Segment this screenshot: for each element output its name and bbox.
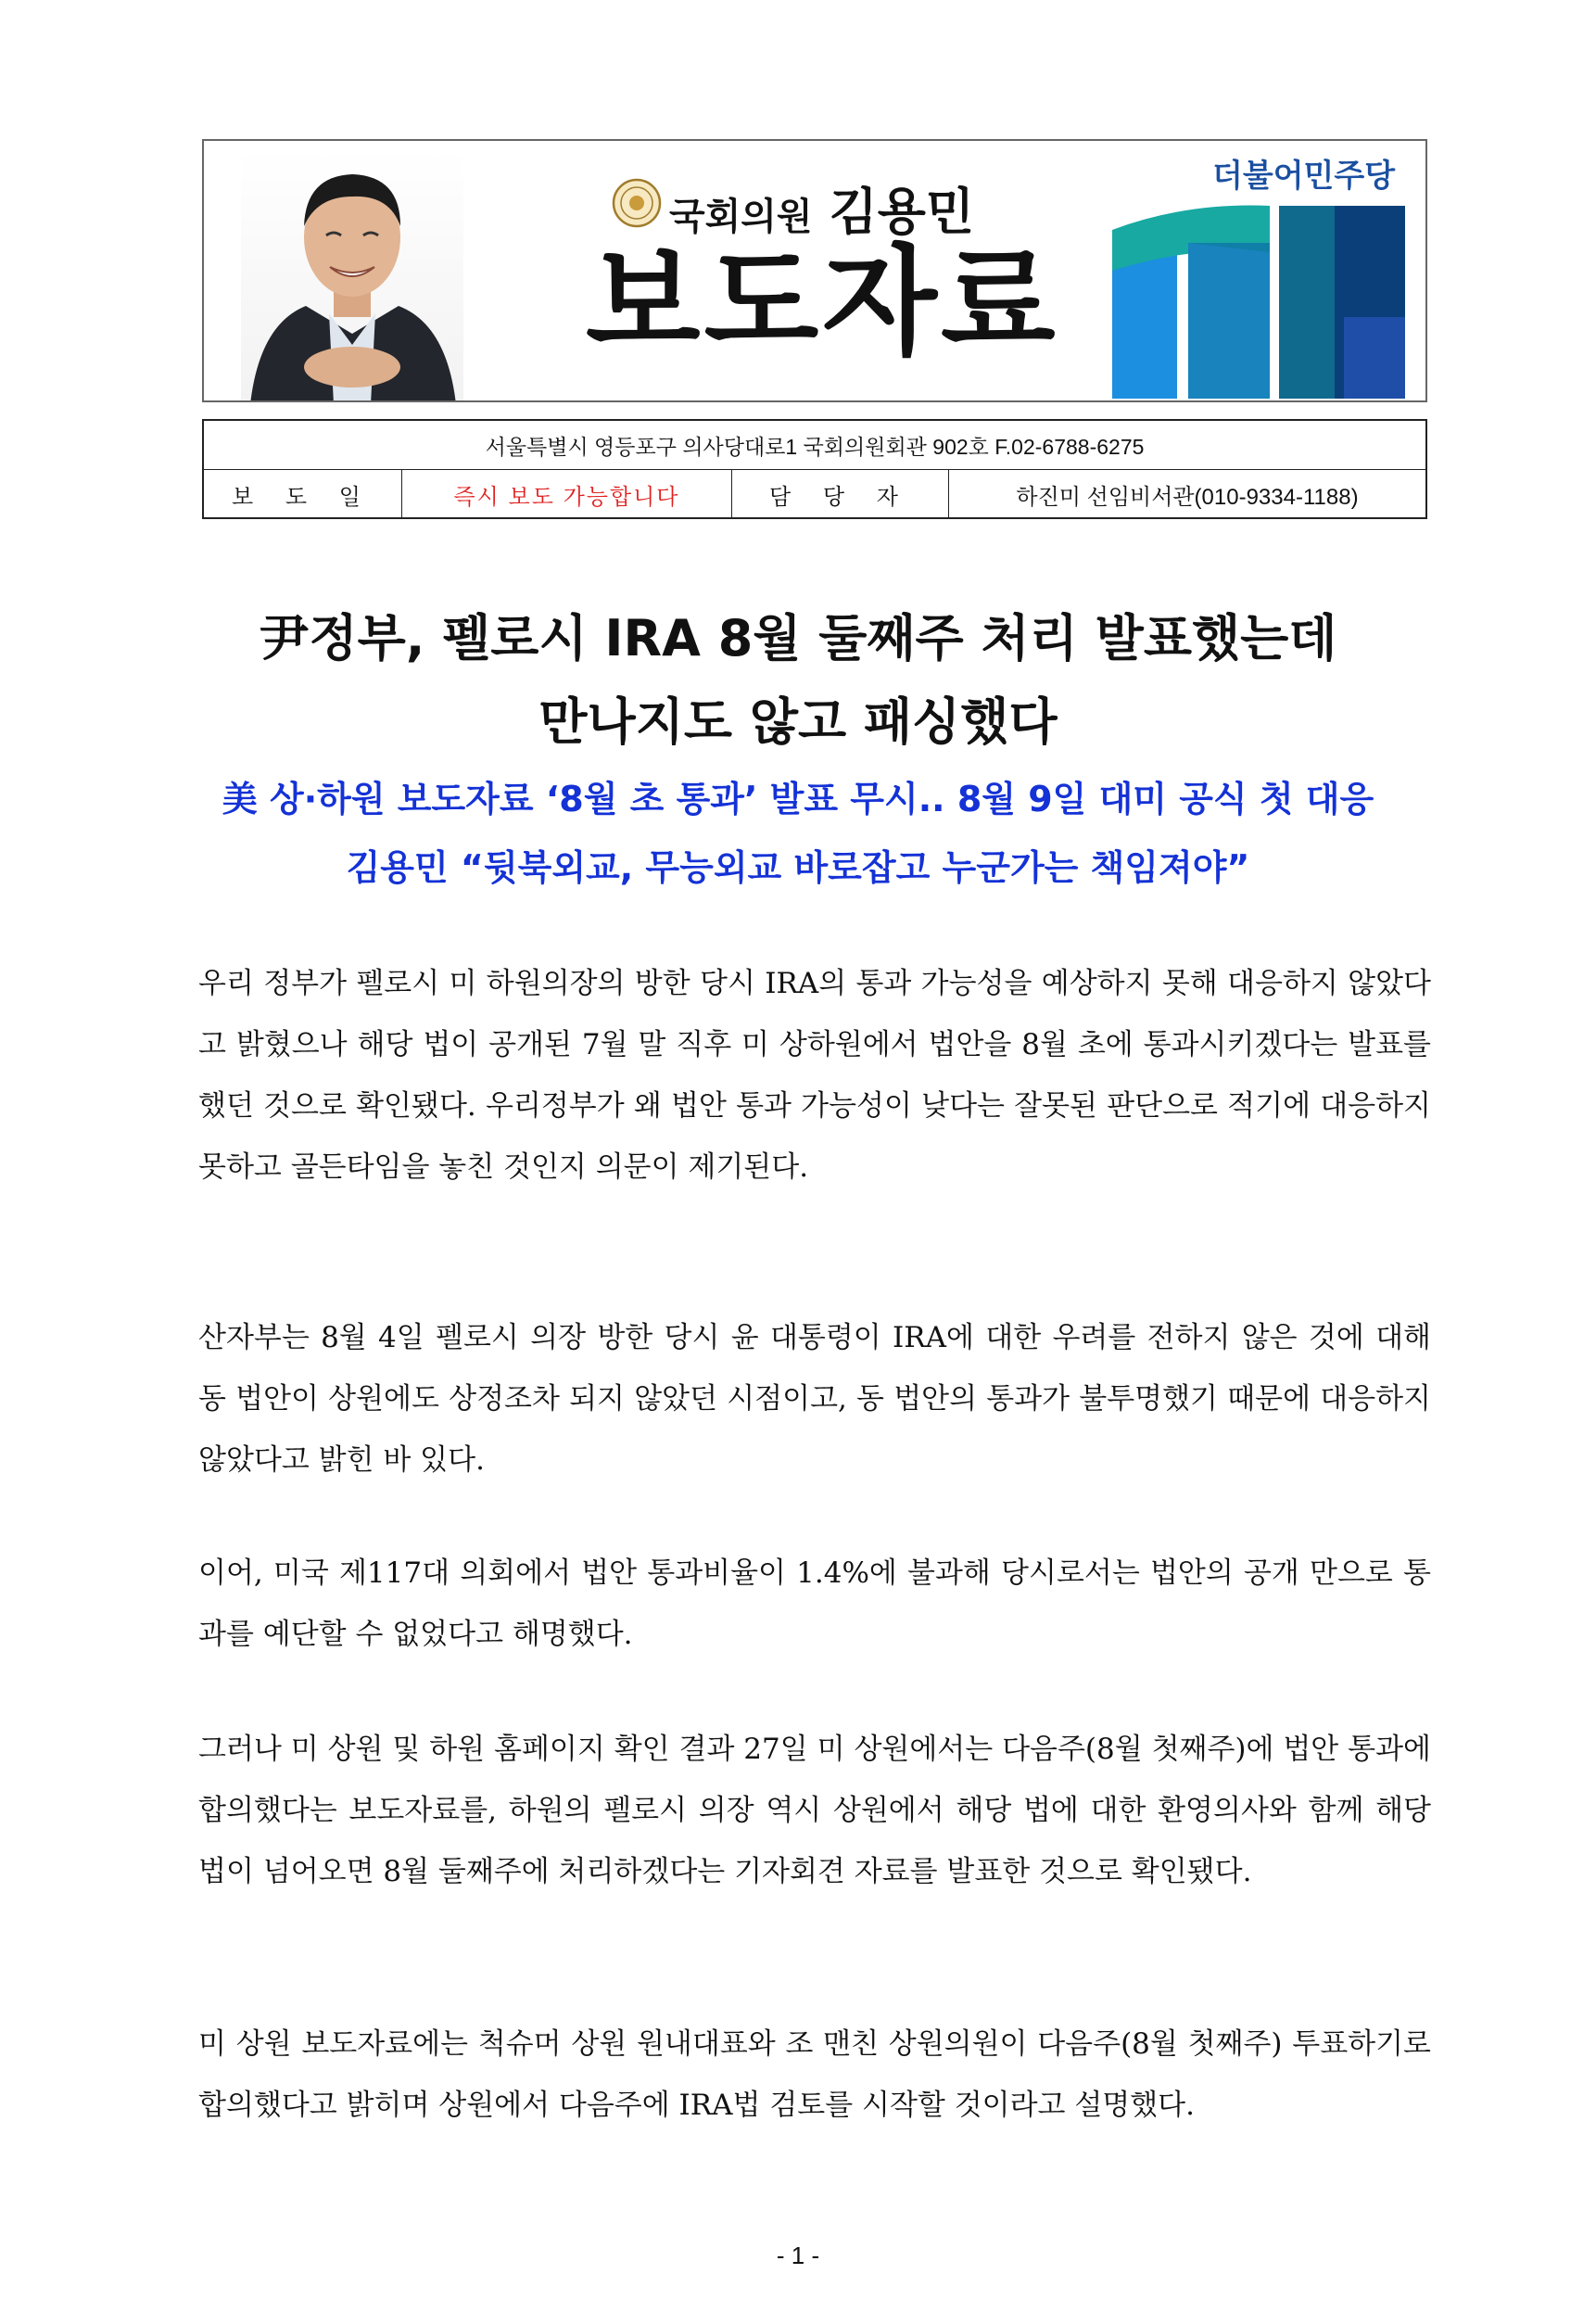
headline-line-1: 尹정부, 펠로시 IRA 8월 둘째주 처리 발표했는데 [259,609,1337,667]
press-release-title: 보도자료 [586,234,1059,372]
contact-value: 하진미 선임비서관(010-9334-1188) [1016,484,1359,510]
assembly-seal-icon [612,178,662,228]
body-paragraph-2: 산자부는 8월 4일 펠로시 의장 방한 당시 윤 대통령이 IRA에 대한 우려를 전하지 않은 것에 대해 동 법안이 상원에도 상정조차 되지 않았던 시점이고, 동 법안의 통과가 불투명했기 때문에 대응하지 않았다고 밝힌 바 있다. [198,1321,1431,1477]
release-info-row [204,470,1425,518]
member-title: 국회의원 [669,196,813,238]
lawmaker-portrait [241,148,463,402]
office-address: 서울특별시 영등포구 의사당대로1 국회의원회관 902호 F.02-6788-6275 [204,421,1425,470]
member-name: 김용민 [829,183,975,241]
headline-line-2: 만나지도 않고 패싱했다 [538,692,1058,751]
contact-info-table [202,419,1427,519]
release-date-label: 보 도 일 [204,470,402,518]
contact-label: 담 당 자 [732,470,949,518]
body-paragraph-5: 미 상원 보도자료에는 척슈머 상원 원내대표와 조 맨친 상원의원이 다음주(8월 첫째주) 투표하기로 합의했다고 밝히며 상원에서 다음주에 IRA법 검토를 시작할 것이라고 설명했다. [198,2027,1431,2122]
release-date-value: 즉시 보도 가능합니다 [402,470,732,518]
subheadline-line-2: 김용민 “뒷북외교, 무능외교 바로잡고 누군가는 책임져야” [346,847,1250,888]
body-paragraph-4: 그러나 미 상원 및 하원 홈페이지 확인 결과 27일 미 상원에서는 다음주(8월 첫째주)에 법안 통과에 합의했다는 보도자료를, 하원의 펠로시 의장 역시 상원에서 해당 법에 대한 환영의사와 함께 해당 법이 넘어오면 8월 둘째주에 처리하겠다는 기자회견 자료를 발표한 것으로 확인됐다. [198,1733,1431,1888]
body-paragraph-1: 우리 정부가 펠로시 미 하원의장의 방한 당시 IRA의 통과 가능성을 예상하지 못해 대응하지 않았다고 밝혔으나 해당 법이 공개된 7월 말 직후 미 상하원에서 법안을 8월 초에 통과시키겠다는 발표를 했던 것으로 확인됐다. 우리정부가 왜 법안 통과 가능성이 낮다는 잘못된 판단으로 적기에 대응하지 못하고 골든타임을 놓친 것인지 의문이 제기된다. [198,967,1431,1184]
subheadline-line-1: 美 상·하원 보도자료 ‘8월 초 통과’ 발표 무시.. 8월 9일 대미 공식 첫 대응 [222,779,1374,819]
body-paragraph-3: 이어, 미국 제117대 의회에서 법안 통과비율이 1.4%에 불과해 당시로서는 법안의 공개 만으로 통과를 예단할 수 없었다고 해명했다. [198,1556,1431,1651]
page-number: - 1 - [776,2242,820,2269]
member-title-line [669,172,975,241]
party-logo-icon [1112,197,1414,399]
press-release-banner [202,139,1427,402]
party-name: 더불어민주당 [1212,158,1396,195]
